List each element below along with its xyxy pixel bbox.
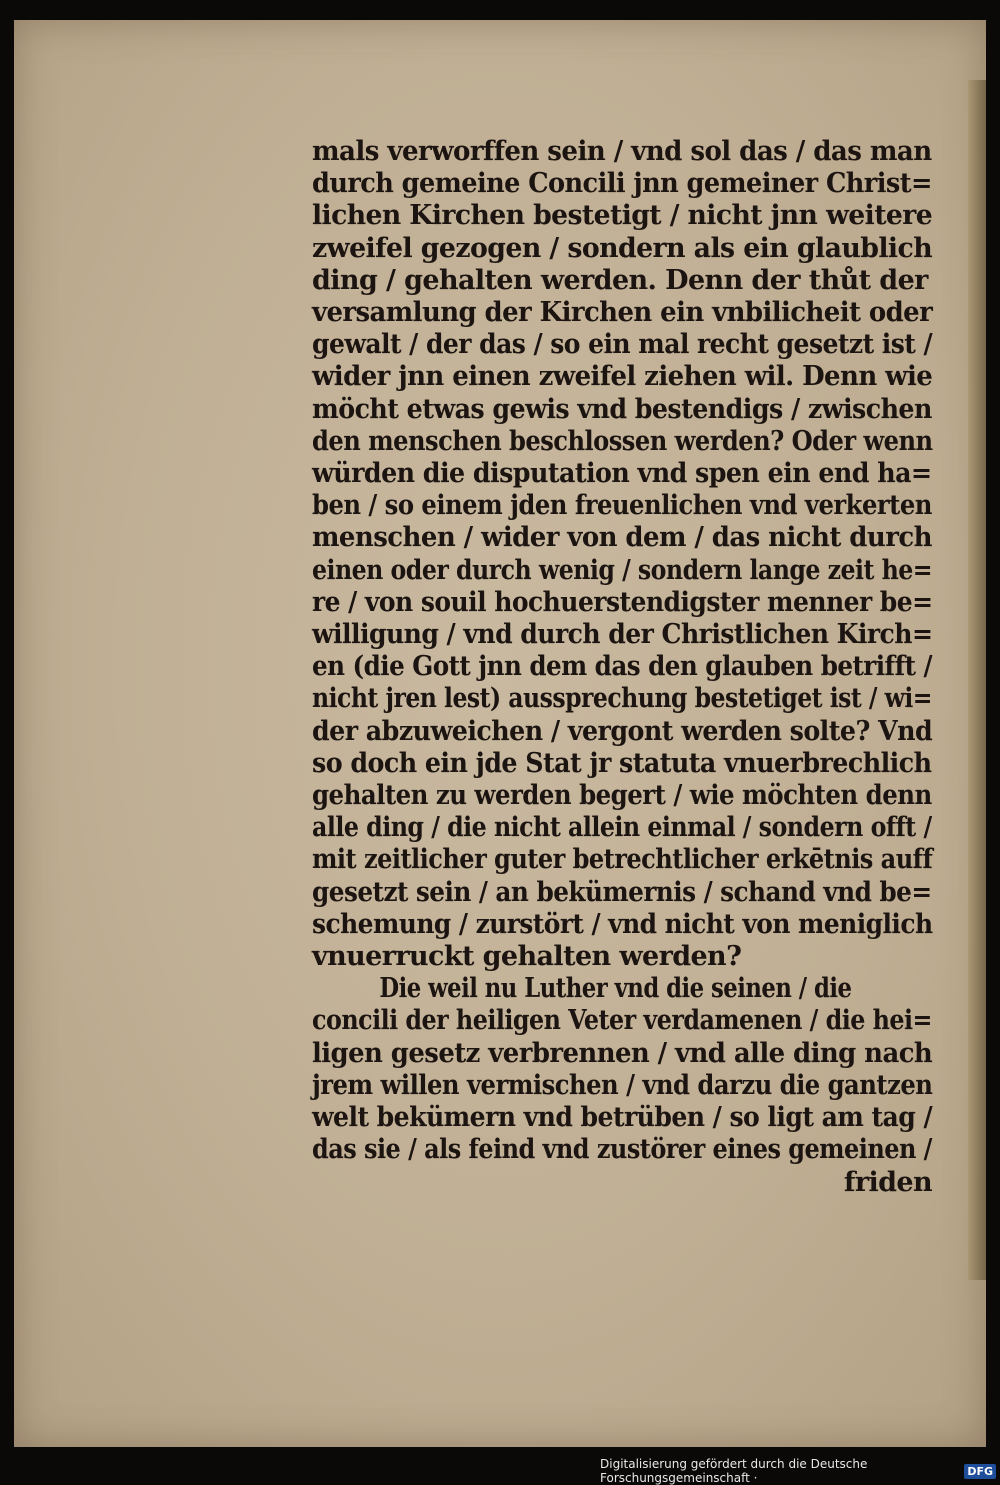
text-line: schemung / zurstört / vnd nicht von meniglich xyxy=(312,908,933,940)
text-line: welt bekümern vnd betrüben / so ligt am tag / xyxy=(312,1102,933,1134)
text-line-indented: Die weil nu Luther vnd die seinen / die xyxy=(379,973,852,1005)
text-line: willigung / vnd durch der Christlichen Kirch= xyxy=(312,619,933,651)
text-line: versamlung der Kirchen ein vnbilicheit oder xyxy=(312,297,933,329)
text-line: gesetzt sein / an bekümernis / schand vnd be= xyxy=(312,876,932,908)
text-line: nicht jren lest) aussprechung bestetiget ist / wi= xyxy=(312,683,933,715)
text-line: so doch ein jde Stat jr statuta vnuerbrechlich xyxy=(312,747,932,779)
text-line: jrem willen vermischen / vnd darzu die gantzen xyxy=(312,1069,933,1101)
text-line: alle ding / die nicht allein einmal / sondern offt / xyxy=(312,812,932,844)
footer-text: Digitalisierung gefördert durch die Deutsche Forschungsgemeinschaft · xyxy=(600,1457,868,1485)
text-line: das sie / als feind vnd zustörer eines gemeinen / xyxy=(312,1134,932,1166)
text-line: lichen Kirchen bestetigt / nicht jnn weitere xyxy=(312,200,933,232)
text-line: concili der heiligen Veter verdamenen / die hei= xyxy=(312,1005,932,1037)
text-line: den menschen beschlossen werden? Oder wenn xyxy=(312,425,933,457)
text-line: ben / so einem jden freuenlichen vnd verkerten xyxy=(312,490,932,522)
text-line: mals verworffen sein / vnd sol das / das man xyxy=(312,136,932,167)
digitization-footer xyxy=(600,1457,996,1485)
dfg-logo: DFG xyxy=(964,1464,996,1479)
catchword: friden xyxy=(843,1166,932,1198)
text-line: einen oder durch wenig / sondern lange zeit he= xyxy=(312,554,933,586)
text-line: vnuerruckt gehalten werden? xyxy=(312,941,742,973)
text-line: ding / gehalten werden. Denn der thůt der xyxy=(312,264,928,296)
text-line: gewalt / der das / so ein mal recht gesetzt ist / xyxy=(312,329,933,361)
text-line: gehalten zu werden begert / wie möchten denn xyxy=(312,780,932,812)
text-line: mit zeitlicher guter betrechtlicher erkētnis auff xyxy=(312,844,933,876)
text-line: der abzuweichen / vergont werden solte? Vnd xyxy=(312,715,933,747)
page-edge xyxy=(968,80,986,1280)
text-line: zweifel gezogen / sondern als ein glaublich xyxy=(312,232,933,264)
text-line: möcht etwas gewis vnd bestendigs / zwischen xyxy=(312,393,932,425)
text-line: würden die disputation vnd spen ein end ha= xyxy=(312,458,932,490)
text-line: menschen / wider von dem / das nicht durch xyxy=(312,522,932,554)
text-line: ligen gesetz verbrennen / vnd alle ding nach xyxy=(312,1037,933,1069)
text-line: en (die Gott jnn dem das den glauben betrifft / xyxy=(312,651,932,683)
text-line: durch gemeine Concili jnn gemeiner Christ= xyxy=(312,168,932,200)
text-line: wider jnn einen zweifel ziehen wil. Denn wie xyxy=(312,361,933,393)
text-line: re / von souil hochuerstendigster menner be= xyxy=(312,586,933,618)
page-text xyxy=(312,136,932,1199)
